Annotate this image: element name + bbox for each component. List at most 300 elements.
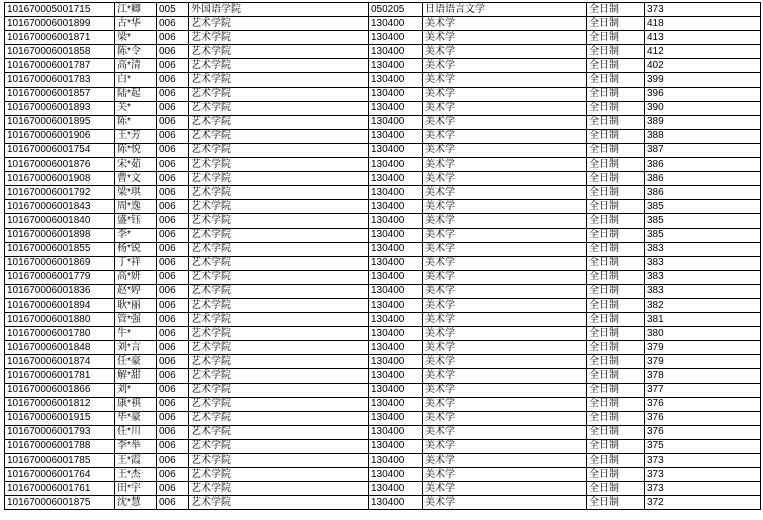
school-name-cell: 艺术学院 xyxy=(189,143,369,157)
major-code-cell: 130400 xyxy=(369,355,423,369)
major-name-cell: 美术学 xyxy=(423,143,587,157)
name-cell: 解*甜 xyxy=(115,369,157,383)
school-code-cell: 006 xyxy=(157,200,189,214)
score-cell: 383 xyxy=(645,256,761,270)
name-cell: 耿*丽 xyxy=(115,298,157,312)
school-name-cell: 艺术学院 xyxy=(189,383,369,397)
candidate-id-cell: 101670006001764 xyxy=(5,468,115,482)
name-cell: 宋*茹 xyxy=(115,158,157,172)
major-name-cell: 美术学 xyxy=(423,73,587,87)
candidate-id-cell: 101670006001855 xyxy=(5,242,115,256)
study-mode-cell: 全日制 xyxy=(587,411,645,425)
table-row xyxy=(5,383,761,397)
major-name-cell: 美术学 xyxy=(423,439,587,453)
candidate-id-cell: 101670006001781 xyxy=(5,369,115,383)
table-row xyxy=(5,186,761,200)
candidate-id-cell: 101670006001761 xyxy=(5,482,115,496)
school-name-cell: 艺术学院 xyxy=(189,186,369,200)
school-code-cell: 006 xyxy=(157,17,189,31)
school-code-cell: 006 xyxy=(157,129,189,143)
major-code-cell: 130400 xyxy=(369,341,423,355)
candidate-id-cell: 101670006001793 xyxy=(5,425,115,439)
major-name-cell: 美术学 xyxy=(423,468,587,482)
school-code-cell: 006 xyxy=(157,397,189,411)
score-cell: 373 xyxy=(645,482,761,496)
school-code-cell: 006 xyxy=(157,468,189,482)
study-mode-cell: 全日制 xyxy=(587,115,645,129)
candidate-id-cell: 101670006001898 xyxy=(5,228,115,242)
school-name-cell: 艺术学院 xyxy=(189,284,369,298)
score-cell: 386 xyxy=(645,158,761,172)
school-code-cell: 006 xyxy=(157,186,189,200)
major-name-cell: 美术学 xyxy=(423,31,587,45)
major-code-cell: 130400 xyxy=(369,172,423,186)
school-code-cell: 006 xyxy=(157,172,189,186)
school-name-cell: 艺术学院 xyxy=(189,200,369,214)
school-name-cell: 艺术学院 xyxy=(189,482,369,496)
major-code-cell: 130400 xyxy=(369,369,423,383)
major-name-cell: 美术学 xyxy=(423,256,587,270)
school-name-cell: 艺术学院 xyxy=(189,129,369,143)
school-code-cell: 006 xyxy=(157,284,189,298)
major-name-cell: 美术学 xyxy=(423,228,587,242)
candidate-id-cell: 101670006001893 xyxy=(5,101,115,115)
candidate-id-cell: 101670006001788 xyxy=(5,439,115,453)
candidate-id-cell: 101670006001840 xyxy=(5,214,115,228)
study-mode-cell: 全日制 xyxy=(587,284,645,298)
major-code-cell: 130400 xyxy=(369,45,423,59)
school-name-cell: 外国语学院 xyxy=(189,3,369,17)
major-code-cell: 130400 xyxy=(369,454,423,468)
school-code-cell: 006 xyxy=(157,355,189,369)
major-name-cell: 美术学 xyxy=(423,369,587,383)
score-cell: 385 xyxy=(645,200,761,214)
school-name-cell: 艺术学院 xyxy=(189,242,369,256)
score-cell: 378 xyxy=(645,369,761,383)
school-name-cell: 艺术学院 xyxy=(189,158,369,172)
school-name-cell: 艺术学院 xyxy=(189,341,369,355)
name-cell: 古*华 xyxy=(115,17,157,31)
major-code-cell: 130400 xyxy=(369,129,423,143)
major-code-cell: 130400 xyxy=(369,383,423,397)
study-mode-cell: 全日制 xyxy=(587,313,645,327)
name-cell: 丁*祥 xyxy=(115,256,157,270)
name-cell: 田*宇 xyxy=(115,482,157,496)
table-row xyxy=(5,327,761,341)
school-code-cell: 006 xyxy=(157,73,189,87)
score-cell: 386 xyxy=(645,172,761,186)
major-code-cell: 130400 xyxy=(369,59,423,73)
study-mode-cell: 全日制 xyxy=(587,200,645,214)
school-name-cell: 艺术学院 xyxy=(189,59,369,73)
score-cell: 385 xyxy=(645,214,761,228)
school-name-cell: 艺术学院 xyxy=(189,31,369,45)
major-code-cell: 050205 xyxy=(369,3,423,17)
table-row xyxy=(5,482,761,496)
school-code-cell: 006 xyxy=(157,270,189,284)
table-body xyxy=(5,3,761,510)
major-name-cell: 美术学 xyxy=(423,45,587,59)
major-name-cell: 美术学 xyxy=(423,425,587,439)
major-code-cell: 130400 xyxy=(369,186,423,200)
study-mode-cell: 全日制 xyxy=(587,17,645,31)
school-name-cell: 艺术学院 xyxy=(189,214,369,228)
major-name-cell: 美术学 xyxy=(423,186,587,200)
study-mode-cell: 全日制 xyxy=(587,143,645,157)
study-mode-cell: 全日制 xyxy=(587,439,645,453)
study-mode-cell: 全日制 xyxy=(587,327,645,341)
school-name-cell: 艺术学院 xyxy=(189,439,369,453)
table-row xyxy=(5,87,761,101)
study-mode-cell: 全日制 xyxy=(587,228,645,242)
major-code-cell: 130400 xyxy=(369,214,423,228)
study-mode-cell: 全日制 xyxy=(587,186,645,200)
major-name-cell: 美术学 xyxy=(423,313,587,327)
major-name-cell: 美术学 xyxy=(423,383,587,397)
school-code-cell: 006 xyxy=(157,45,189,59)
study-mode-cell: 全日制 xyxy=(587,425,645,439)
school-code-cell: 006 xyxy=(157,341,189,355)
major-code-cell: 130400 xyxy=(369,327,423,341)
school-code-cell: 006 xyxy=(157,31,189,45)
major-name-cell: 美术学 xyxy=(423,87,587,101)
study-mode-cell: 全日制 xyxy=(587,355,645,369)
school-code-cell: 006 xyxy=(157,214,189,228)
score-cell: 379 xyxy=(645,355,761,369)
score-cell: 412 xyxy=(645,45,761,59)
name-cell: 杨*锐 xyxy=(115,242,157,256)
name-cell: 王*芳 xyxy=(115,129,157,143)
name-cell: 盛*钰 xyxy=(115,214,157,228)
school-code-cell: 005 xyxy=(157,3,189,17)
major-name-cell: 美术学 xyxy=(423,341,587,355)
study-mode-cell: 全日制 xyxy=(587,129,645,143)
school-name-cell: 艺术学院 xyxy=(189,468,369,482)
study-mode-cell: 全日制 xyxy=(587,158,645,172)
school-name-cell: 艺术学院 xyxy=(189,355,369,369)
school-name-cell: 艺术学院 xyxy=(189,327,369,341)
name-cell: 高*妍 xyxy=(115,270,157,284)
candidate-id-cell: 101670006001792 xyxy=(5,186,115,200)
candidate-id-cell: 101670006001866 xyxy=(5,383,115,397)
score-cell: 382 xyxy=(645,298,761,312)
name-cell: 管*强 xyxy=(115,313,157,327)
school-name-cell: 艺术学院 xyxy=(189,115,369,129)
school-code-cell: 006 xyxy=(157,242,189,256)
candidate-id-cell: 101670006001787 xyxy=(5,59,115,73)
name-cell: 关* xyxy=(115,101,157,115)
major-name-cell: 美术学 xyxy=(423,158,587,172)
major-code-cell: 130400 xyxy=(369,242,423,256)
table-row xyxy=(5,214,761,228)
major-code-cell: 130400 xyxy=(369,158,423,172)
school-code-cell: 006 xyxy=(157,454,189,468)
major-name-cell: 美术学 xyxy=(423,242,587,256)
school-name-cell: 艺术学院 xyxy=(189,397,369,411)
table-row xyxy=(5,341,761,355)
major-code-cell: 130400 xyxy=(369,439,423,453)
candidate-id-cell: 101670006001869 xyxy=(5,256,115,270)
candidate-id-cell: 101670005001715 xyxy=(5,3,115,17)
score-cell: 373 xyxy=(645,468,761,482)
name-cell: 李* xyxy=(115,228,157,242)
study-mode-cell: 全日制 xyxy=(587,3,645,17)
major-code-cell: 130400 xyxy=(369,284,423,298)
school-code-cell: 006 xyxy=(157,439,189,453)
candidate-id-cell: 101670006001843 xyxy=(5,200,115,214)
candidate-id-cell: 101670006001880 xyxy=(5,313,115,327)
major-name-cell: 美术学 xyxy=(423,327,587,341)
study-mode-cell: 全日制 xyxy=(587,454,645,468)
name-cell: 陈*令 xyxy=(115,45,157,59)
score-cell: 373 xyxy=(645,3,761,17)
major-name-cell: 美术学 xyxy=(423,411,587,425)
score-cell: 396 xyxy=(645,87,761,101)
table-row xyxy=(5,73,761,87)
major-code-cell: 130400 xyxy=(369,496,423,510)
table-row xyxy=(5,59,761,73)
school-code-cell: 006 xyxy=(157,101,189,115)
major-code-cell: 130400 xyxy=(369,256,423,270)
candidate-id-cell: 101670006001871 xyxy=(5,31,115,45)
study-mode-cell: 全日制 xyxy=(587,482,645,496)
table-row xyxy=(5,355,761,369)
admission-score-table xyxy=(4,2,761,510)
major-code-cell: 130400 xyxy=(369,115,423,129)
major-name-cell: 美术学 xyxy=(423,129,587,143)
score-cell: 402 xyxy=(645,59,761,73)
major-code-cell: 130400 xyxy=(369,17,423,31)
name-cell: 王*杰 xyxy=(115,468,157,482)
table-row xyxy=(5,468,761,482)
name-cell: 赵*婷 xyxy=(115,284,157,298)
study-mode-cell: 全日制 xyxy=(587,256,645,270)
name-cell: 任*川 xyxy=(115,425,157,439)
table-row xyxy=(5,270,761,284)
table-row xyxy=(5,228,761,242)
study-mode-cell: 全日制 xyxy=(587,298,645,312)
score-cell: 387 xyxy=(645,143,761,157)
candidate-id-cell: 101670006001780 xyxy=(5,327,115,341)
major-code-cell: 130400 xyxy=(369,143,423,157)
major-name-cell: 美术学 xyxy=(423,496,587,510)
school-code-cell: 006 xyxy=(157,383,189,397)
candidate-id-cell: 101670006001906 xyxy=(5,129,115,143)
name-cell: 刘*言 xyxy=(115,341,157,355)
score-cell: 377 xyxy=(645,383,761,397)
score-cell: 389 xyxy=(645,115,761,129)
candidate-id-cell: 101670006001857 xyxy=(5,87,115,101)
school-code-cell: 006 xyxy=(157,228,189,242)
school-name-cell: 艺术学院 xyxy=(189,228,369,242)
candidate-id-cell: 101670006001779 xyxy=(5,270,115,284)
name-cell: 陈*悦 xyxy=(115,143,157,157)
school-code-cell: 006 xyxy=(157,158,189,172)
study-mode-cell: 全日制 xyxy=(587,214,645,228)
name-cell: 毕*豪 xyxy=(115,411,157,425)
table-row xyxy=(5,411,761,425)
score-cell: 383 xyxy=(645,242,761,256)
table-row xyxy=(5,129,761,143)
candidate-id-cell: 101670006001908 xyxy=(5,172,115,186)
name-cell: 白* xyxy=(115,73,157,87)
table-row xyxy=(5,3,761,17)
school-name-cell: 艺术学院 xyxy=(189,87,369,101)
major-name-cell: 美术学 xyxy=(423,355,587,369)
major-code-cell: 130400 xyxy=(369,73,423,87)
candidate-id-cell: 101670006001874 xyxy=(5,355,115,369)
score-cell: 383 xyxy=(645,270,761,284)
table-row xyxy=(5,369,761,383)
major-code-cell: 130400 xyxy=(369,425,423,439)
score-cell: 418 xyxy=(645,17,761,31)
major-name-cell: 美术学 xyxy=(423,59,587,73)
school-code-cell: 006 xyxy=(157,298,189,312)
school-name-cell: 艺术学院 xyxy=(189,256,369,270)
candidate-id-cell: 101670006001875 xyxy=(5,496,115,510)
candidate-id-cell: 101670006001858 xyxy=(5,45,115,59)
table-row xyxy=(5,242,761,256)
study-mode-cell: 全日制 xyxy=(587,341,645,355)
candidate-id-cell: 101670006001785 xyxy=(5,454,115,468)
school-name-cell: 艺术学院 xyxy=(189,313,369,327)
score-cell: 381 xyxy=(645,313,761,327)
table-row xyxy=(5,284,761,298)
score-cell: 373 xyxy=(645,454,761,468)
major-name-cell: 美术学 xyxy=(423,115,587,129)
school-name-cell: 艺术学院 xyxy=(189,73,369,87)
school-code-cell: 006 xyxy=(157,313,189,327)
name-cell: 刘* xyxy=(115,383,157,397)
table-row xyxy=(5,101,761,115)
study-mode-cell: 全日制 xyxy=(587,383,645,397)
score-cell: 376 xyxy=(645,397,761,411)
table-row xyxy=(5,45,761,59)
school-name-cell: 艺术学院 xyxy=(189,17,369,31)
name-cell: 康*祺 xyxy=(115,397,157,411)
candidate-id-cell: 101670006001899 xyxy=(5,17,115,31)
major-code-cell: 130400 xyxy=(369,270,423,284)
score-cell: 379 xyxy=(645,341,761,355)
school-name-cell: 艺术学院 xyxy=(189,45,369,59)
score-cell: 399 xyxy=(645,73,761,87)
study-mode-cell: 全日制 xyxy=(587,242,645,256)
major-code-cell: 130400 xyxy=(369,397,423,411)
study-mode-cell: 全日制 xyxy=(587,468,645,482)
major-code-cell: 130400 xyxy=(369,200,423,214)
school-name-cell: 艺术学院 xyxy=(189,454,369,468)
score-cell: 372 xyxy=(645,496,761,510)
score-cell: 390 xyxy=(645,101,761,115)
name-cell: 梁*琪 xyxy=(115,186,157,200)
major-name-cell: 美术学 xyxy=(423,17,587,31)
candidate-id-cell: 101670006001754 xyxy=(5,143,115,157)
name-cell: 陈* xyxy=(115,115,157,129)
school-code-cell: 006 xyxy=(157,496,189,510)
major-code-cell: 130400 xyxy=(369,101,423,115)
major-code-cell: 130400 xyxy=(369,87,423,101)
school-code-cell: 006 xyxy=(157,256,189,270)
school-code-cell: 006 xyxy=(157,411,189,425)
school-name-cell: 艺术学院 xyxy=(189,298,369,312)
score-cell: 376 xyxy=(645,411,761,425)
major-name-cell: 美术学 xyxy=(423,200,587,214)
candidate-id-cell: 101670006001812 xyxy=(5,397,115,411)
school-code-cell: 006 xyxy=(157,143,189,157)
table-row xyxy=(5,439,761,453)
major-name-cell: 日语语言文学 xyxy=(423,3,587,17)
school-code-cell: 006 xyxy=(157,425,189,439)
score-cell: 375 xyxy=(645,439,761,453)
major-name-cell: 美术学 xyxy=(423,284,587,298)
study-mode-cell: 全日制 xyxy=(587,101,645,115)
school-name-cell: 艺术学院 xyxy=(189,369,369,383)
major-name-cell: 美术学 xyxy=(423,270,587,284)
study-mode-cell: 全日制 xyxy=(587,73,645,87)
study-mode-cell: 全日制 xyxy=(587,59,645,73)
major-code-cell: 130400 xyxy=(369,313,423,327)
name-cell: 高*清 xyxy=(115,59,157,73)
name-cell: 任*豪 xyxy=(115,355,157,369)
major-name-cell: 美术学 xyxy=(423,172,587,186)
major-name-cell: 美术学 xyxy=(423,101,587,115)
school-name-cell: 艺术学院 xyxy=(189,270,369,284)
school-name-cell: 艺术学院 xyxy=(189,425,369,439)
major-code-cell: 130400 xyxy=(369,482,423,496)
school-code-cell: 006 xyxy=(157,87,189,101)
table-row xyxy=(5,454,761,468)
candidate-id-cell: 101670006001915 xyxy=(5,411,115,425)
major-code-cell: 130400 xyxy=(369,228,423,242)
major-name-cell: 美术学 xyxy=(423,454,587,468)
table-row xyxy=(5,313,761,327)
table-row xyxy=(5,172,761,186)
study-mode-cell: 全日制 xyxy=(587,496,645,510)
school-code-cell: 006 xyxy=(157,369,189,383)
score-cell: 383 xyxy=(645,284,761,298)
name-cell: 江*卿 xyxy=(115,3,157,17)
candidate-id-cell: 101670006001894 xyxy=(5,298,115,312)
score-cell: 386 xyxy=(645,186,761,200)
name-cell: 牛* xyxy=(115,327,157,341)
school-name-cell: 艺术学院 xyxy=(189,172,369,186)
study-mode-cell: 全日制 xyxy=(587,369,645,383)
table-row xyxy=(5,298,761,312)
table-row xyxy=(5,397,761,411)
study-mode-cell: 全日制 xyxy=(587,270,645,284)
major-code-cell: 130400 xyxy=(369,468,423,482)
school-code-cell: 006 xyxy=(157,59,189,73)
score-cell: 413 xyxy=(645,31,761,45)
major-name-cell: 美术学 xyxy=(423,298,587,312)
name-cell: 周*逸 xyxy=(115,200,157,214)
major-name-cell: 美术学 xyxy=(423,214,587,228)
study-mode-cell: 全日制 xyxy=(587,31,645,45)
name-cell: 梁* xyxy=(115,31,157,45)
major-code-cell: 130400 xyxy=(369,298,423,312)
candidate-id-cell: 101670006001895 xyxy=(5,115,115,129)
name-cell: 陆*起 xyxy=(115,87,157,101)
table-row xyxy=(5,31,761,45)
candidate-id-cell: 101670006001876 xyxy=(5,158,115,172)
score-cell: 376 xyxy=(645,425,761,439)
table-row xyxy=(5,496,761,510)
school-code-cell: 006 xyxy=(157,327,189,341)
score-cell: 385 xyxy=(645,228,761,242)
table-row xyxy=(5,200,761,214)
major-name-cell: 美术学 xyxy=(423,397,587,411)
school-name-cell: 艺术学院 xyxy=(189,411,369,425)
